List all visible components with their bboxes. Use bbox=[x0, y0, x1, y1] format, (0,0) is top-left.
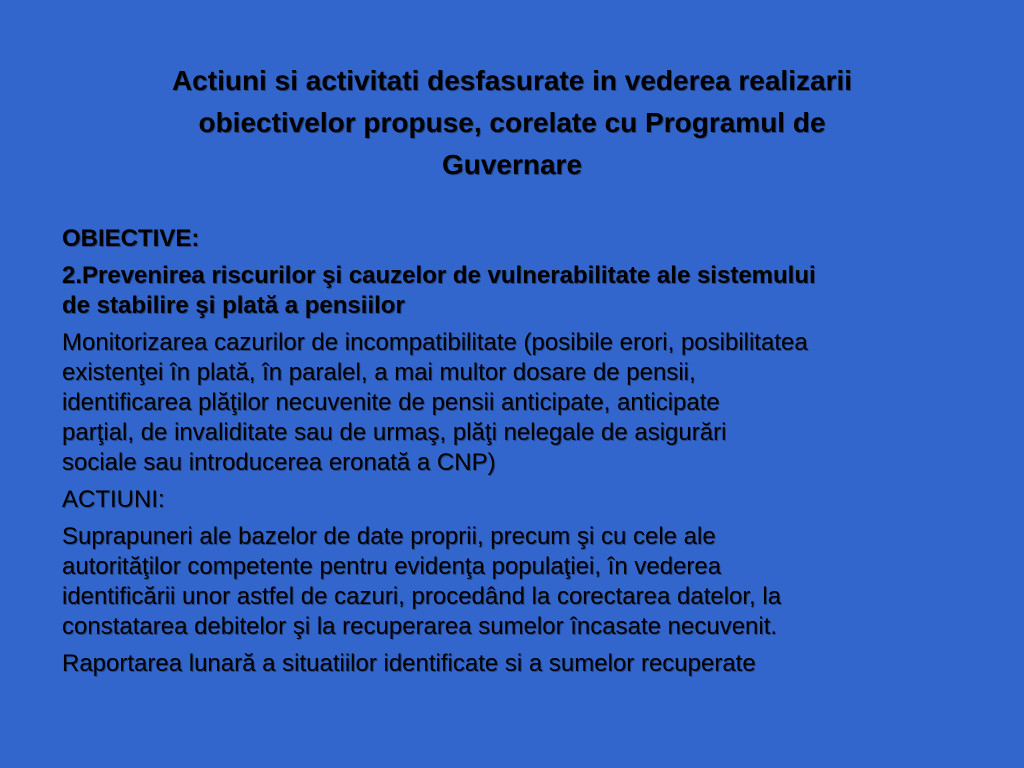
monitoring-line-1: Monitorizarea cazurilor de incompatibilitate (posibile erori, posibilitatea bbox=[62, 329, 808, 356]
reporting-paragraph bbox=[62, 649, 962, 679]
monitoring-line-2: existenţei în plată, în paralel, a mai multor dosare de pensii, bbox=[62, 359, 696, 386]
objective-line-1: 2.Prevenirea riscurilor şi cauzelor de vulnerabilitate ale sistemului bbox=[62, 262, 816, 289]
overlap-line-1: Suprapuneri ale bazelor de date proprii, precum şi cu cele ale bbox=[62, 523, 716, 550]
actions-heading bbox=[62, 485, 962, 515]
actions-heading-text: ACTIUNI: bbox=[62, 486, 165, 513]
objective-line-2: de stabilire şi plată a pensiilor bbox=[62, 292, 405, 319]
slide-body bbox=[62, 224, 962, 686]
overlap-paragraph bbox=[62, 522, 962, 642]
monitoring-line-4: parţial, de invaliditate sau de urmaş, plăţi nelegale de asigurări bbox=[62, 419, 727, 446]
slide-title bbox=[60, 60, 964, 186]
overlap-line-2: autorităţilor competente pentru evidenţa populaţiei, în vederea bbox=[62, 553, 722, 580]
monitoring-line-3: identificarea plăţilor necuvenite de pensii anticipate, anticipate bbox=[62, 389, 720, 416]
objectives-heading bbox=[62, 224, 962, 254]
slide-title-line-3: Guvernare bbox=[441, 149, 583, 180]
overlap-line-3: identificării unor astfel de cazuri, procedând la corectarea datelor, la bbox=[62, 583, 782, 610]
objective-item bbox=[62, 261, 962, 321]
monitoring-paragraph bbox=[62, 328, 962, 478]
objectives-heading-text: OBIECTIVE: bbox=[62, 225, 200, 252]
slide-title-line-1: Actiuni si activitati desfasurate in vederea realizarii bbox=[171, 65, 853, 96]
slide-title-line-2: obiectivelor propuse, corelate cu Programul de bbox=[198, 107, 826, 138]
monitoring-line-5: sociale sau introducerea eronată a CNP) bbox=[62, 449, 496, 476]
overlap-line-4: constatarea debitelor şi la recuperarea sumelor încasate necuvenit. bbox=[62, 613, 778, 640]
reporting-line: Raportarea lunară a situatiilor identificate si a sumelor recuperate bbox=[62, 650, 756, 677]
